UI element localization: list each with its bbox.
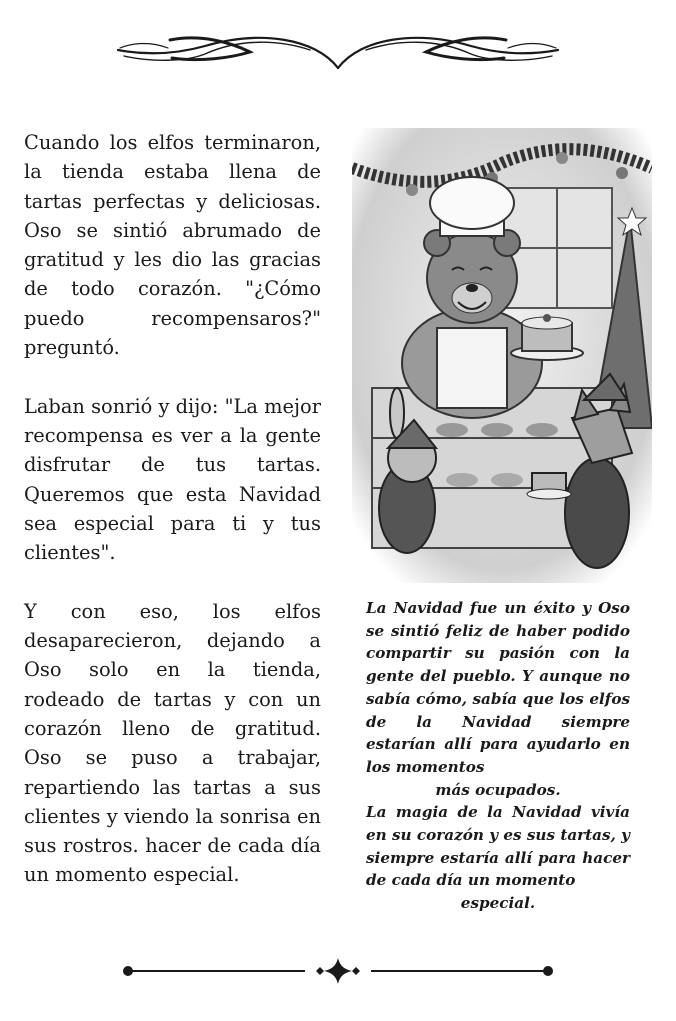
paragraph-2: Laban sonrió y dijo: "La mejor recompensa es ver a la gente disfrutar de tus tartas. Queremos que esta Navidad sea especial para ti y tus clientes". (24, 394, 321, 565)
bottom-divider (120, 956, 556, 986)
caption-part-1: La Navidad fue un éxito y Oso se sintió feliz de haber podido compartir su pasión con la gente del pueblo. Y aunque no sabía cómo, sabía que los elfos de la Navidad siempre estarían allí para ayudarlo en los momentos (366, 599, 630, 776)
paragraph-1: Cuando los elfos terminaron, la tienda estaba llena de tartas perfectas y deliciosas. Oso se sintió abrumado de gratitud y les dio las gracias de todo corazón. "¿Cómo puedo recompensaros?" preguntó. (24, 131, 321, 360)
paragraph-3: Y con eso, los elfos desaparecieron, dejando a Oso solo en la tienda, rodeado de tartas y con un corazón lleno de gratitud. Oso se puso a trabajar, repartiendo las tartas a sus clientes y viendo la sonrisa en sus rostros. hacer de cada día un momento especial. (24, 599, 321, 887)
bakery-illustration (352, 128, 652, 583)
caption-part-2-end: especial. (460, 894, 536, 913)
illustration-caption (366, 597, 630, 915)
story-text (24, 128, 321, 890)
top-ornament (110, 28, 566, 76)
caption-part-2: La magia de la Navidad vivía en su corazón y es sus tartas, y siempre estaría allí para hacer de cada día un momento (366, 803, 630, 890)
caption-part-1-end: más ocupados. (435, 780, 561, 799)
